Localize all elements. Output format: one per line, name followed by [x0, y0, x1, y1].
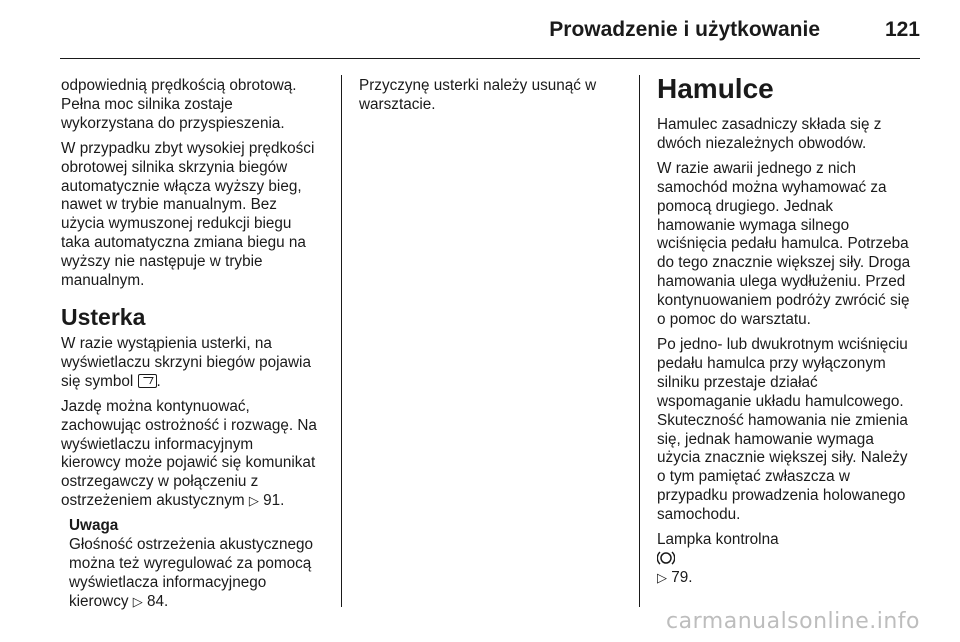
page-reference-link[interactable]: 91. [263, 492, 285, 510]
paragraph-brake-circuits: Hamulec zasadniczy składa się z dwóch niezależnych obwodów. [657, 116, 882, 152]
note-block [61, 517, 333, 612]
paragraph-brake-failure: W razie awarii jednego z nich samochód można wyhamować za pomocą drugiego. Jednak hamowanie wymaga silnego wciśnięcia pedału hamulca. Potrzeba do tego znacznie większej siły. Droga hamowania ulega wydłużeniu. Przed kontynuowaniem podróży zwrócić się o pomoc do warsztatu. [657, 159, 911, 329]
paragraph-fault-symbol [61, 335, 333, 392]
control-lamp-text: Lampka kontrolna [657, 531, 779, 549]
page-number: 121 [884, 18, 920, 41]
column-1 [61, 77, 333, 618]
column-divider-2 [639, 75, 640, 607]
continue-text: Jazdę można kontynuować, zachowując ostrożność i rozwagę. Na wyświetlaczu informacyjnym kierowcy może pojawić się komunikat ostrzegawczy w połączeniu z ostrzeżeniem akustycznym [61, 397, 317, 510]
fault-text: W razie wystąpienia usterki, na wyświetlaczu skrzyni biegów pojawia się symbol [61, 334, 311, 390]
column-3 [657, 73, 925, 594]
note-text [69, 536, 333, 612]
ref-arrow-icon: ▷ [657, 569, 667, 585]
watermark: carmanualsonline.info [666, 609, 920, 634]
paragraph-continue-driving [61, 398, 333, 511]
paragraph-engine-speed: odpowiednią prędkością obrotową. Pełna moc silnika zostaje wykorzystana do przyspieszenia. [61, 77, 297, 132]
paragraph-control-lamp [657, 531, 925, 588]
page-reference-link[interactable]: 84. [147, 592, 169, 610]
column-divider-1 [341, 75, 342, 607]
header-rule [60, 58, 920, 59]
fault-text-end: . [156, 372, 161, 390]
paragraph-auto-upshift: W przypadku zbyt wysokiej prędkości obrotowej silnika skrzynia biegów automatycznie włącza wyższy bieg, nawet w trybie manualnym. Bez użycia wymuszonej redukcji biegu taka automatyczna zmiana biegu na wyższy nie następuje w trybie manualnym. [61, 139, 315, 290]
ref-arrow-icon: ▷ [132, 593, 143, 609]
paragraph-brake-servo: Po jedno- lub dwukrotnym wciśnięciu pedału hamulca przy wyłączonym silniku przestaje działać wspomaganie układu hamulcowego. Skuteczność hamowania nie zmienia się, jednak hamowanie wymaga użycia znacznie większej siły. Należy o tym pamiętać zwłaszcza w przypadku prowadzenia holowanego samochodu. [657, 335, 908, 524]
gearbox-fault-icon [138, 374, 157, 388]
ref-arrow-icon: ▷ [248, 493, 259, 509]
section-heading-brakes: Hamulce [657, 73, 774, 104]
running-header-title: Prowadzenie i użytkowanie [549, 18, 820, 41]
paragraph-repair: Przyczynę usterki należy usunąć w warsztacie. [359, 77, 597, 113]
column-2 [359, 77, 631, 121]
note-body: Głośność ostrzeżenia akustycznego można też wyregulować za pomocą wyświetlacza informacyjnego kierowcy [69, 536, 314, 610]
section-heading-fault: Usterka [61, 303, 146, 330]
brake-warning-icon [657, 550, 675, 566]
note-title: Uwaga [69, 517, 119, 535]
page-reference-link[interactable]: 79. [671, 568, 693, 586]
